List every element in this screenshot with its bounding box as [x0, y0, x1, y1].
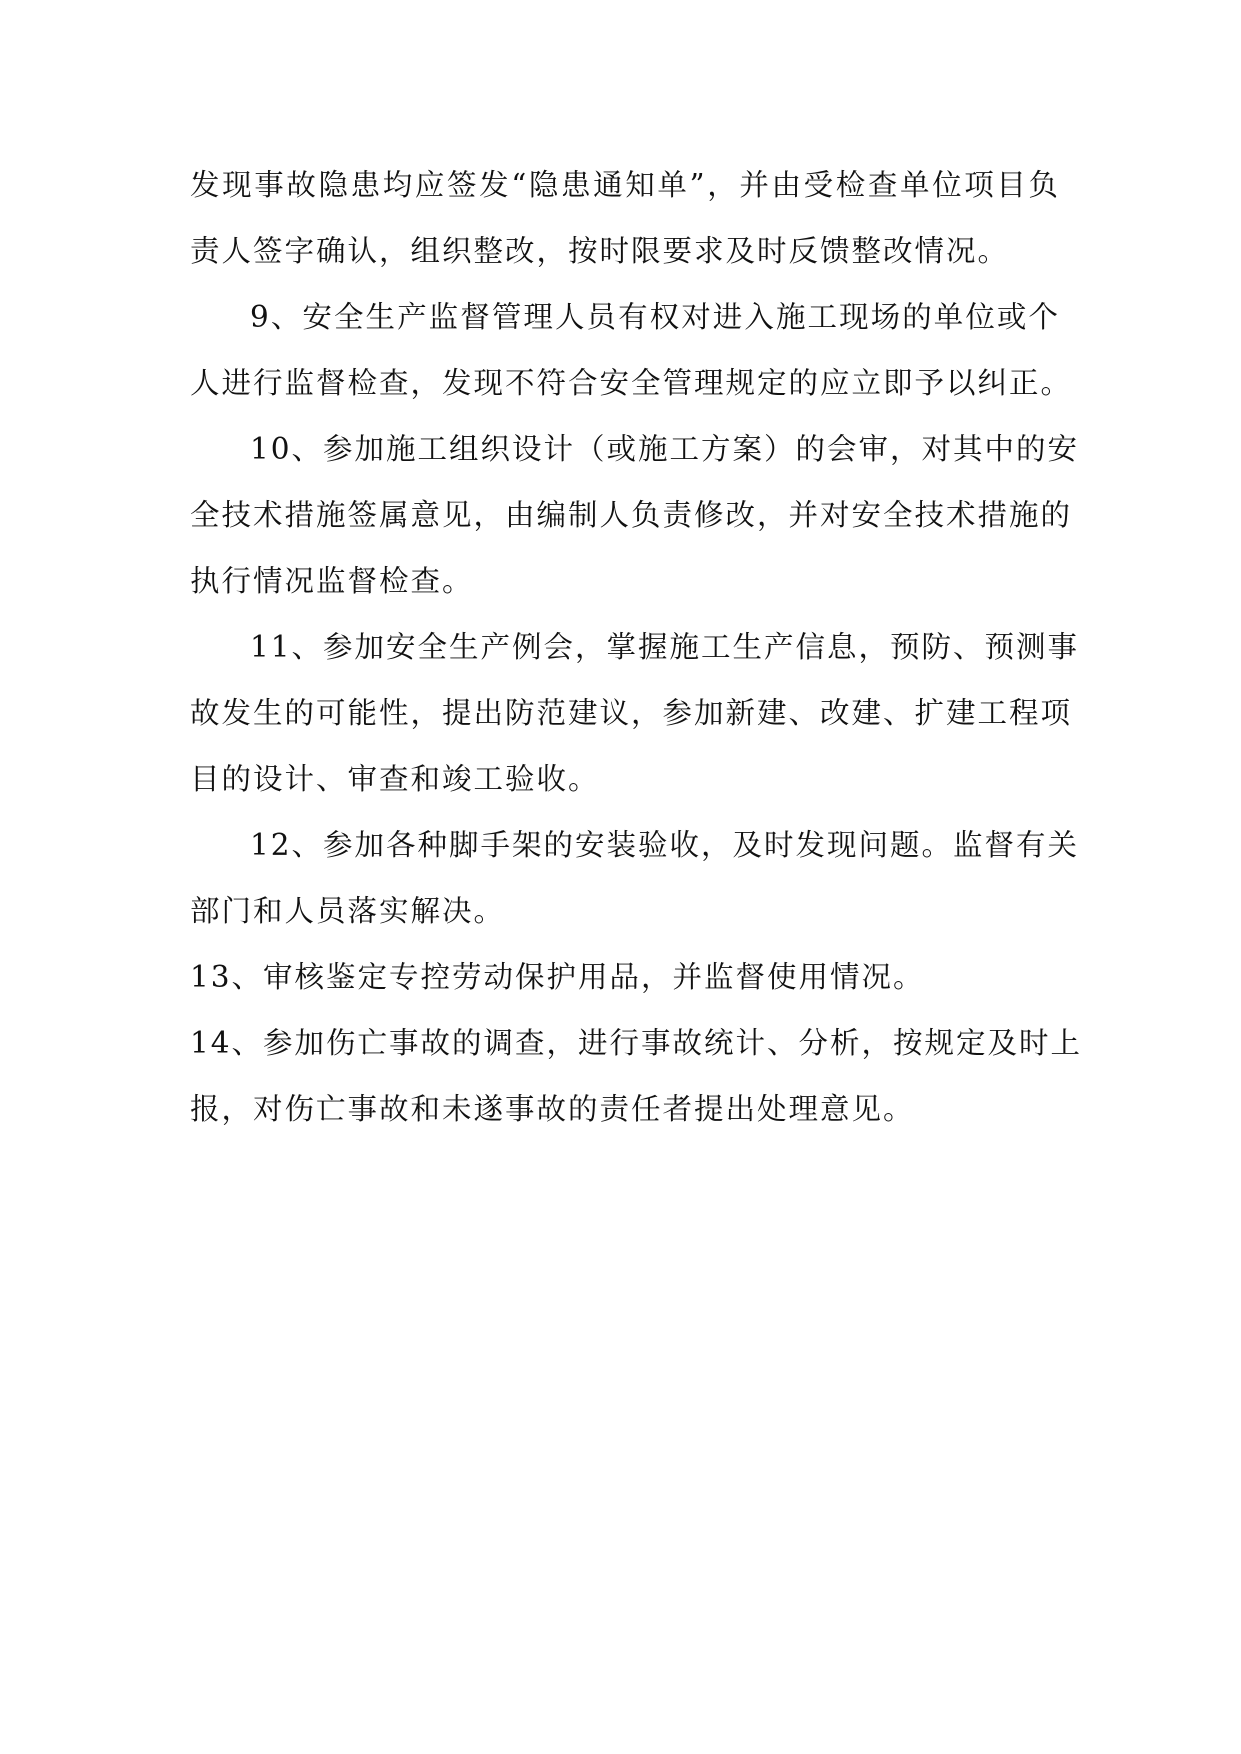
text-line: 责人签字确认，组织整改，按时限要求及时反馈整改情况。 — [190, 234, 1010, 268]
paragraph-item-8-continued — [190, 152, 1060, 284]
text-line: 11、参加安全生产例会，掌握施工生产信息，预防、预测事 — [250, 630, 1080, 664]
text-line: 执行情况监督检查。 — [190, 564, 474, 598]
paragraph-item-9 — [190, 284, 1073, 416]
text-line: 发现事故隐患均应签发“隐患通知单”，并由受检查单位项目负 — [190, 168, 1060, 202]
text-line: 报，对伤亡事故和未遂事故的责任者提出处理意见。 — [190, 1092, 915, 1126]
text-line: 人进行监督检查，发现不符合安全管理规定的应立即予以纠正。 — [190, 366, 1073, 400]
text-line: 12、参加各种脚手架的安装验收，及时发现问题。监督有关 — [250, 828, 1080, 862]
text-line: 部门和人员落实解决。 — [190, 894, 506, 928]
text-line: 14、参加伤亡事故的调查，进行事故统计、分析，按规定及时上 — [190, 1026, 1083, 1060]
text-line: 全技术措施签属意见，由编制人负责修改，并对安全技术措施的 — [190, 498, 1073, 532]
paragraph-item-12 — [190, 812, 1080, 944]
document-body — [190, 152, 1083, 1142]
text-line: 9、安全生产监督管理人员有权对进入施工现场的单位或个 — [250, 300, 1060, 334]
text-line: 13、审核鉴定专控劳动保护用品，并监督使用情况。 — [190, 960, 925, 994]
text-line: 目的设计、审查和竣工验收。 — [190, 762, 600, 796]
paragraph-item-11 — [190, 614, 1080, 812]
text-line: 10、参加施工组织设计（或施工方案）的会审，对其中的安 — [250, 432, 1080, 466]
paragraph-item-14 — [190, 1010, 1083, 1142]
paragraph-item-13 — [190, 944, 1060, 1010]
paragraph-item-10 — [190, 416, 1080, 614]
text-line: 故发生的可能性，提出防范建议，参加新建、改建、扩建工程项 — [190, 696, 1073, 730]
